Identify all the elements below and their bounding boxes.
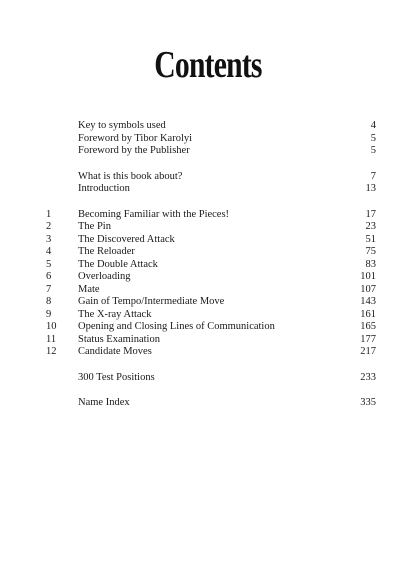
toc-entry-label: Overloading — [78, 271, 131, 282]
toc-entry-number: 5 — [46, 258, 52, 270]
toc-group-front-matter — [0, 120, 416, 158]
toc-entry-label: Foreword by Tibor Karolyi — [78, 132, 193, 144]
toc-group-intro — [0, 171, 416, 196]
toc-entry[interactable] — [0, 171, 416, 184]
toc-entry-page: 13 — [365, 183, 376, 194]
toc-entry-page: 75 — [365, 246, 376, 257]
toc-entry-page: 51 — [365, 233, 376, 245]
toc-group-test-positions — [0, 372, 416, 385]
toc-entry-number: 7 — [46, 283, 52, 295]
toc-entry-label: Opening and Closing Lines of Communication — [78, 321, 275, 332]
toc-entry-number: 4 — [46, 246, 52, 257]
toc-entry[interactable] — [0, 221, 416, 234]
toc-entry-page: 7 — [370, 170, 376, 182]
toc-entry-label: Becoming Familiar with the Pieces! — [78, 208, 230, 220]
toc-entry-page: 335 — [360, 397, 376, 408]
toc-entry-number: 8 — [46, 296, 52, 307]
toc-entry[interactable] — [0, 334, 416, 347]
toc-entry-page: 143 — [360, 296, 376, 307]
toc-entry-page: 233 — [360, 371, 376, 383]
toc-entry[interactable] — [0, 397, 416, 410]
toc-entry[interactable] — [0, 120, 416, 133]
toc-entry-label: Foreword by the Publisher — [78, 145, 190, 156]
toc-entry[interactable] — [0, 234, 416, 247]
toc-group-index — [0, 397, 416, 410]
toc-entry-page: 107 — [360, 283, 376, 295]
toc-entry[interactable] — [0, 133, 416, 146]
toc-entry-number: 9 — [46, 308, 52, 320]
toc-entry[interactable] — [0, 346, 416, 359]
toc-entry-label: What is this book about? — [78, 170, 183, 182]
toc-entry-page: 23 — [365, 221, 376, 232]
toc-entry[interactable] — [0, 309, 416, 322]
toc-entry-page: 17 — [365, 208, 376, 220]
toc-entry-label: Introduction — [78, 183, 130, 194]
toc-entry-page: 101 — [360, 271, 376, 282]
toc-entry-page: 5 — [370, 145, 376, 156]
toc-entry-label: Gain of Tempo/Intermediate Move — [78, 296, 225, 307]
toc-entry-page: 165 — [360, 321, 376, 332]
toc-entry[interactable] — [0, 246, 416, 259]
toc-entry-label: The Reloader — [78, 246, 135, 257]
toc-entry[interactable] — [0, 284, 416, 297]
toc-entry-number: 11 — [46, 333, 57, 345]
toc-entry[interactable] — [0, 183, 416, 196]
toc-entry-page: 177 — [360, 333, 376, 345]
toc-entry-page: 5 — [370, 132, 376, 144]
toc-entry-number: 1 — [46, 208, 52, 220]
toc-entry[interactable] — [0, 321, 416, 334]
toc-entry-label: Name Index — [78, 397, 130, 408]
toc-entry-label: 300 Test Positions — [78, 371, 155, 383]
toc-entry-number: 3 — [46, 233, 52, 245]
toc-entry[interactable] — [0, 271, 416, 284]
toc-entry-number: 12 — [46, 346, 57, 357]
toc-group-chapters — [0, 209, 416, 359]
toc-entry-page: 4 — [370, 120, 376, 131]
toc-entry-label: Mate — [78, 283, 100, 295]
toc-entry-number: 10 — [46, 321, 57, 332]
toc-entry-page: 217 — [360, 346, 376, 357]
toc-entry[interactable] — [0, 296, 416, 309]
toc-entry-label: Candidate Moves — [78, 346, 152, 357]
toc-entry[interactable] — [0, 259, 416, 272]
toc-entry-page: 161 — [360, 308, 376, 320]
toc-entry-label: The Discovered Attack — [78, 233, 175, 245]
toc-entry-label: Status Examination — [78, 333, 160, 345]
toc-entry-label: Key to symbols used — [78, 120, 166, 131]
toc-entry-number: 2 — [46, 221, 52, 232]
toc-entry-label: The X-ray Attack — [78, 308, 152, 320]
toc-entry-label: The Double Attack — [78, 258, 158, 270]
toc-entry[interactable] — [0, 145, 416, 158]
page-title: Contents — [154, 44, 262, 86]
toc-entry-page: 83 — [365, 258, 376, 270]
toc-entry-label: The Pin — [78, 221, 111, 232]
toc-entry-number: 6 — [46, 271, 52, 282]
toc-entry[interactable] — [0, 209, 416, 222]
toc-entry[interactable] — [0, 372, 416, 385]
table-of-contents — [0, 120, 416, 423]
